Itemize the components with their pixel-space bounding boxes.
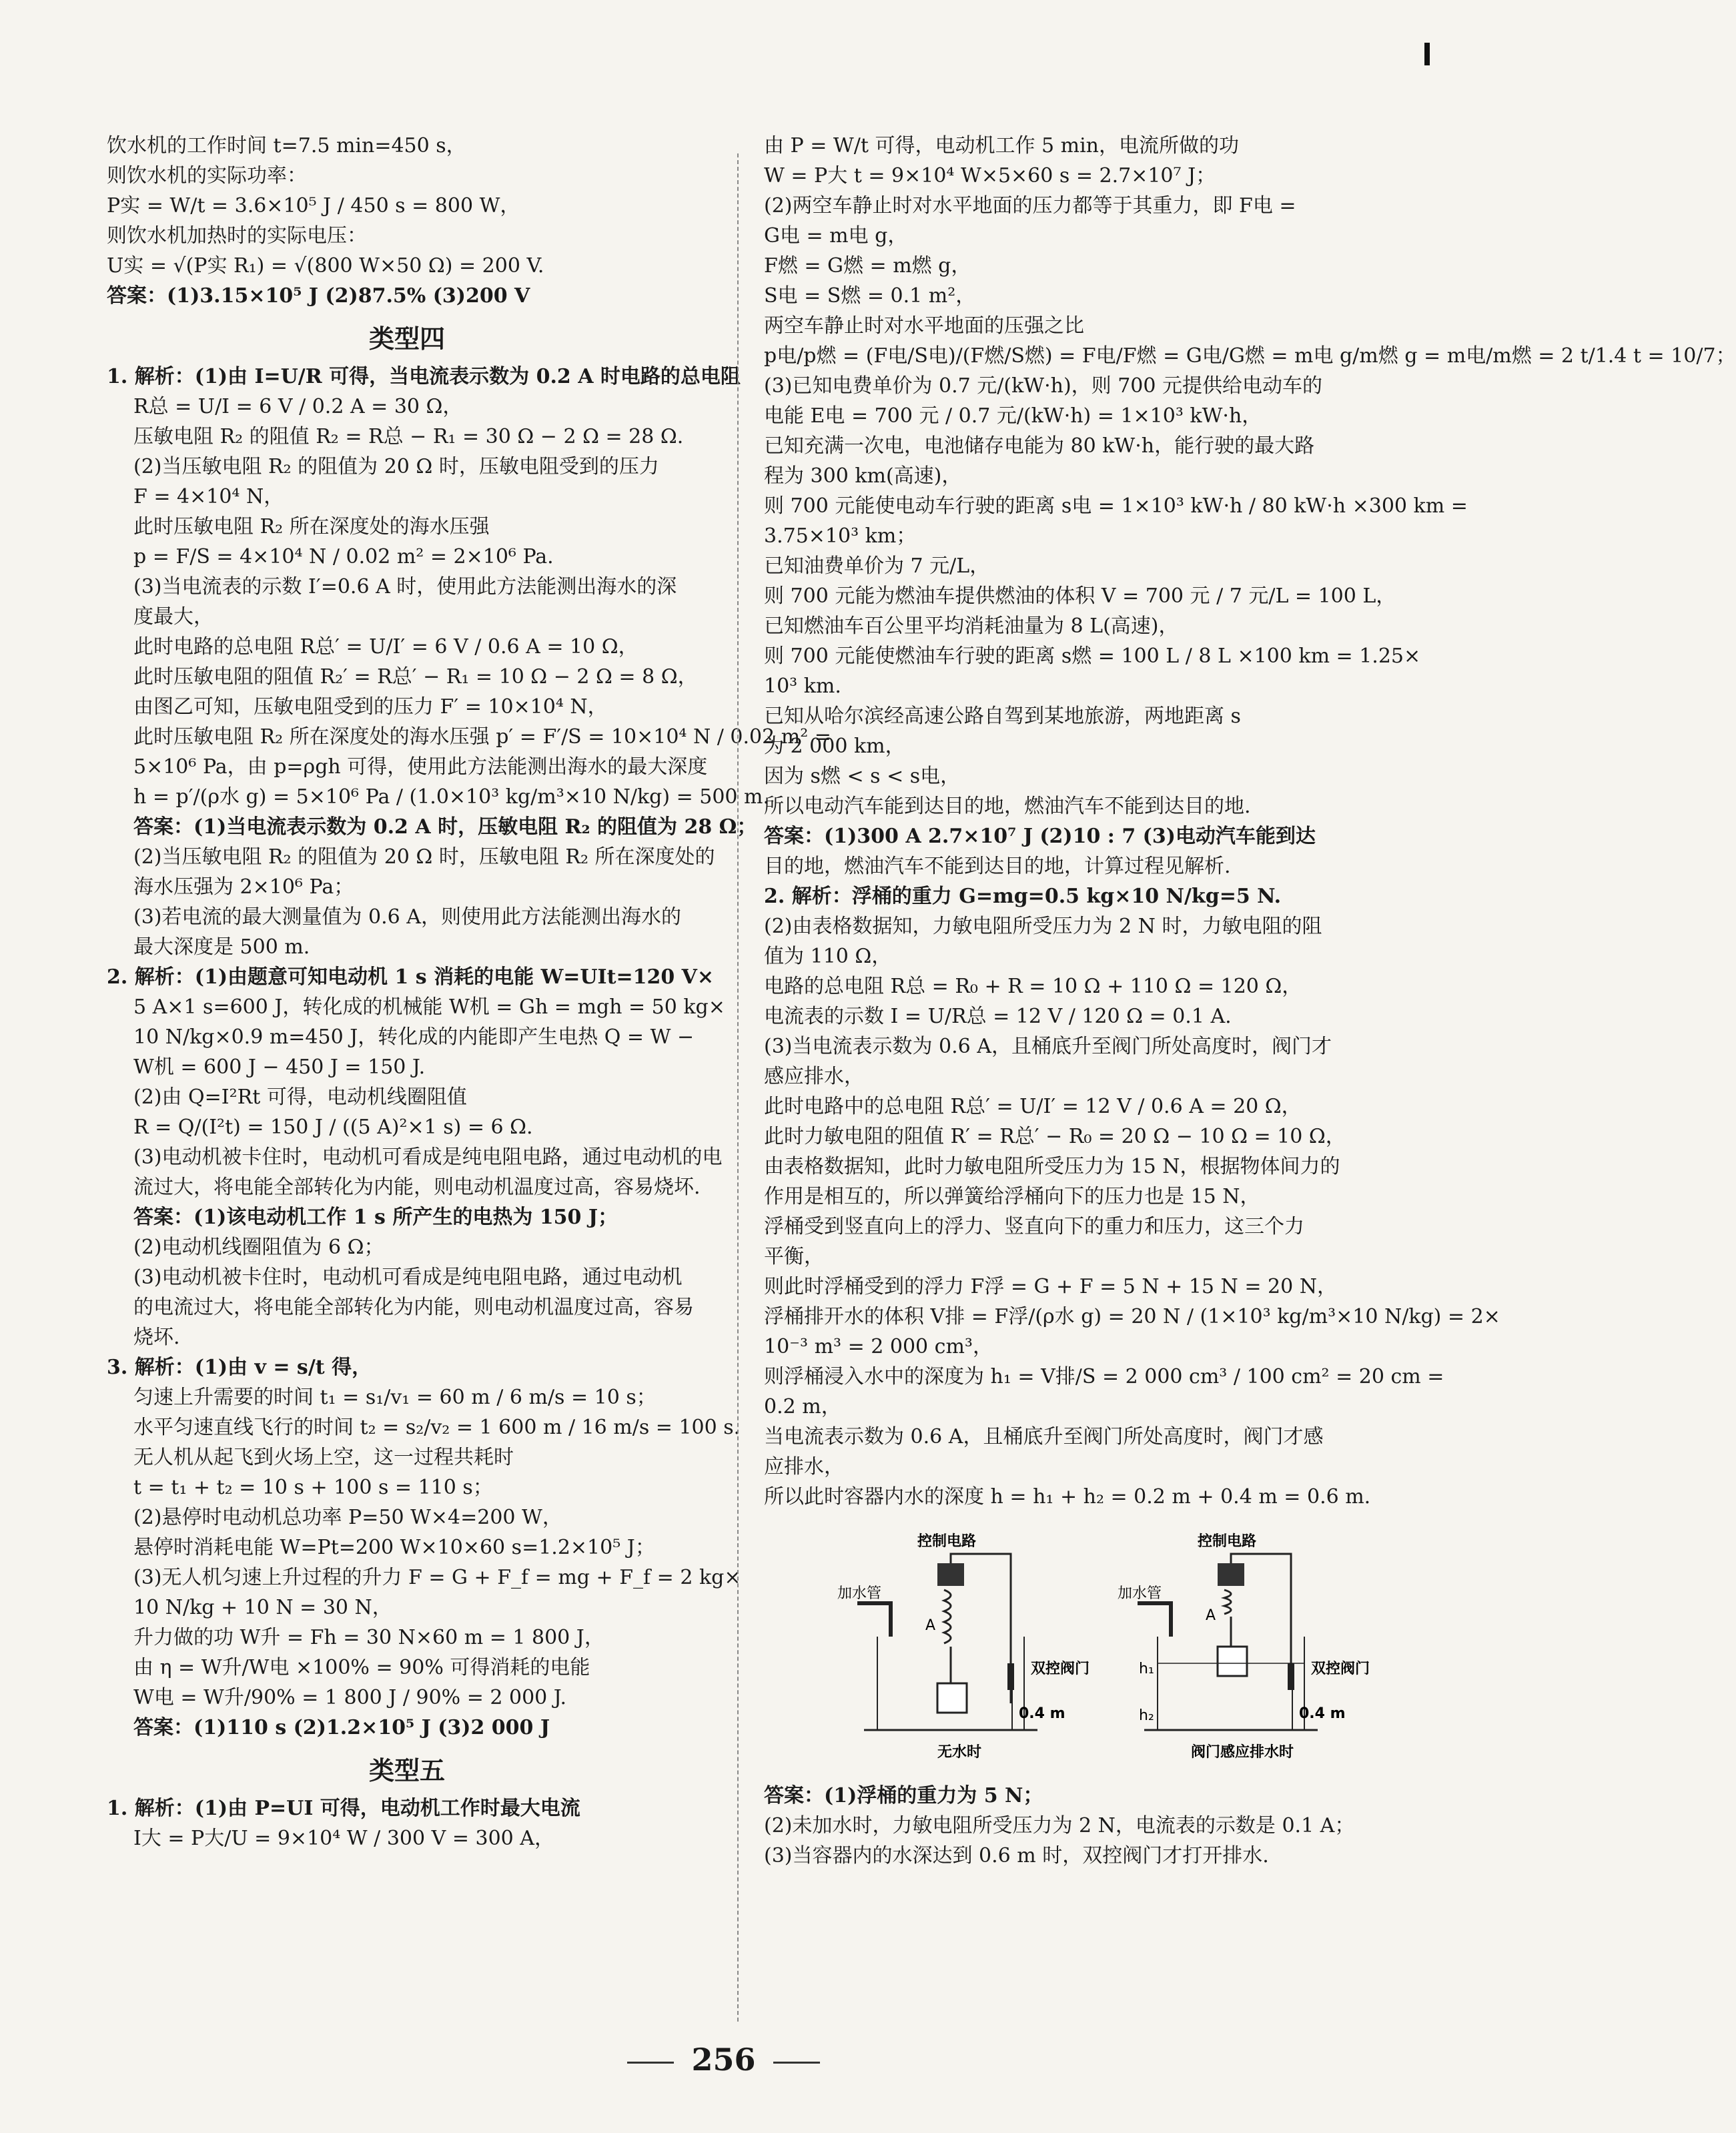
text-line: 海水压强为 2×10⁶ Pa； bbox=[133, 875, 354, 899]
dimension-label: 0.4 m bbox=[1019, 1705, 1065, 1722]
text-line: 则 700 元能为燃油车提供燃油的体积 V = 700 元 / 7 元/L = 100 L， bbox=[764, 584, 1396, 608]
text-line: 流过大，将电能全部转化为内能，则电动机温度过高，容易烧坏. bbox=[133, 1176, 701, 1199]
text-line: 目的地，燃油汽车不能到达目的地，计算过程见解析. bbox=[764, 855, 1231, 878]
text-line: 已知充满一次电，电池储存电能为 80 kW·h，能行驶的最大路 bbox=[764, 434, 1315, 458]
text-line: 两空车静止时对水平地面的压强之比 bbox=[764, 314, 1084, 338]
text-line: 由图乙可知，压敏电阻受到的压力 F′ = 10×10⁴ N， bbox=[133, 695, 608, 719]
corner-mark bbox=[1424, 43, 1430, 65]
text-line: 当电流表示数为 0.6 A，且桶底升至阀门所处高度时，阀门才感 bbox=[764, 1425, 1324, 1448]
text-line: 所以电动汽车能到达目的地，燃油汽车不能到达目的地. bbox=[764, 795, 1251, 818]
text-line: 平衡， bbox=[764, 1245, 824, 1268]
text-line: 电路的总电阻 R总 = R₀ + R = 10 Ω + 110 Ω = 120 Ω， bbox=[764, 975, 1302, 998]
text-line: (3)电动机被卡住时，电动机可看成是纯电阻电路，通过电动机的电 bbox=[133, 1146, 723, 1169]
right-column-text bbox=[764, 133, 1736, 1510]
valve-label: 双控阀门 bbox=[1311, 1661, 1370, 1677]
text-line: 已知油费单价为 7 元/L， bbox=[764, 554, 990, 578]
text-line: 作用是相互的，所以弹簧给浮桶向下的压力也是 15 N， bbox=[764, 1185, 1260, 1208]
text-line: (3)电动机被卡住时，电动机可看成是纯电阻电路，通过电动机 bbox=[133, 1266, 683, 1289]
page-number-dash-left bbox=[627, 2062, 674, 2064]
text-line: (2)当压敏电阻 R₂ 的阻值为 20 Ω 时，压敏电阻受到的压力 bbox=[133, 455, 659, 478]
text-line: 2. 解析：浮桶的重力 G=mg=0.5 kg×10 N/kg=5 N. bbox=[764, 885, 1282, 908]
text-line: 则饮水机的实际功率： bbox=[107, 164, 307, 187]
text-line: 压敏电阻 R₂ 的阻值 R₂ = R总 − R₁ = 30 Ω − 2 Ω = 28 Ω. bbox=[133, 425, 684, 448]
text-line: 答案：(1)浮桶的重力为 5 N； bbox=[764, 1784, 1043, 1807]
fill-pipe-label: 加水管 bbox=[1118, 1585, 1162, 1602]
text-line: 2. 解析：(1)由题意可知电动机 1 s 消耗的电能 W=UIt=120 V× bbox=[107, 965, 715, 989]
text-line: (2)当压敏电阻 R₂ 的阻值为 20 Ω 时，压敏电阻 R₂ 所在深度处的 bbox=[133, 845, 715, 869]
text-line: 为 2 000 km， bbox=[764, 735, 905, 758]
text-line: 由 η = W升/W电 ×100% = 90% 可得消耗的电能 bbox=[133, 1656, 590, 1679]
text-line: W电 = W升/90% = 1 800 J / 90% = 2 000 J. bbox=[133, 1686, 567, 1709]
valve bbox=[1007, 1663, 1014, 1690]
float-bucket bbox=[1218, 1647, 1247, 1676]
text-line: 答案：(1)110 s (2)1.2×10⁵ J (3)2 000 J bbox=[133, 1716, 550, 1739]
text-line: (2)电动机线圈阻值为 6 Ω； bbox=[133, 1236, 384, 1259]
text-line: R = Q/(I²t) = 150 J / ((5 A)²×1 s) = 6 Ω. bbox=[133, 1116, 533, 1139]
text-line: 升力做的功 W升 = Fh = 30 N×60 m = 1 800 J， bbox=[133, 1626, 604, 1649]
text-line: 悬停时消耗电能 W=Pt=200 W×10×60 s=1.2×10⁵ J； bbox=[133, 1536, 655, 1559]
text-line: 由 P = W/t 可得，电动机工作 5 min，电流所做的功 bbox=[764, 134, 1239, 157]
page-number: 256 bbox=[691, 2042, 756, 2078]
text-line: h = p′/(ρ水 g) = 5×10⁶ Pa / (1.0×10³ kg/m³×10 N/kg) = 500 m. bbox=[133, 785, 770, 809]
text-line: 10 N/kg×0.9 m=450 J，转化成的内能即产生电热 Q = W − bbox=[133, 1025, 695, 1049]
text-line: 无人机从起飞到火场上空，这一过程共耗时 bbox=[133, 1446, 514, 1469]
valve bbox=[1288, 1663, 1294, 1690]
spring bbox=[1224, 1590, 1231, 1614]
text-line: 已知从哈尔滨经高速公路自驾到某地旅游，两地距离 s bbox=[764, 705, 1241, 728]
text-line: 答案：(1)3.15×10⁵ J (2)87.5% (3)200 V bbox=[107, 284, 530, 308]
fill-pipe bbox=[1138, 1603, 1171, 1637]
text-line: R总 = U/I = 6 V / 0.2 A = 30 Ω， bbox=[133, 395, 463, 418]
section-heading: 类型四 bbox=[368, 324, 445, 354]
text-line: 3. 解析：(1)由 v = s/t 得， bbox=[107, 1356, 372, 1379]
valve-label: 双控阀门 bbox=[1031, 1661, 1090, 1677]
text-line: 浮桶排开水的体积 V排 = F浮/(ρ水 g) = 20 N / (1×10³ kg/m³×10 N/kg) = 2× bbox=[764, 1305, 1500, 1328]
text-line: 此时压敏电阻 R₂ 所在深度处的海水压强 bbox=[133, 515, 490, 538]
text-line: 0.2 m， bbox=[764, 1395, 841, 1418]
text-line: G电 = m电 g， bbox=[764, 224, 908, 248]
dimension-label: 0.4 m bbox=[1299, 1705, 1346, 1722]
text-line: 10³ km. bbox=[764, 675, 841, 698]
text-line: (3)当容器内的水深达到 0.6 m 时，双控阀门才打开排水. bbox=[764, 1844, 1269, 1867]
text-line: 则 700 元能使燃油车行驶的距离 s燃 = 100 L / 8 L ×100 km = 1.25× bbox=[764, 645, 1421, 668]
text-line: 则饮水机加热时的实际电压： bbox=[107, 224, 367, 248]
sensor-box bbox=[1218, 1563, 1244, 1586]
text-line: 所以此时容器内水的深度 h = h₁ + h₂ = 0.2 m + 0.4 m = 0.6 m. bbox=[764, 1485, 1371, 1509]
text-line: 度最大， bbox=[133, 605, 213, 628]
text-line: 10⁻³ m³ = 2 000 cm³， bbox=[764, 1335, 993, 1358]
label-a: A bbox=[1206, 1607, 1216, 1624]
diagram-caption: 无水时 bbox=[937, 1744, 982, 1761]
text-line: (2)由 Q=I²Rt 可得，电动机线圈阻值 bbox=[133, 1086, 467, 1109]
text-line: 答案：(1)当电流表示数为 0.2 A 时，压敏电阻 R₂ 的阻值为 28 Ω； bbox=[133, 815, 757, 839]
section-heading: 类型五 bbox=[368, 1756, 445, 1785]
text-line: 1. 解析：(1)由 I=U/R 可得，当电流表示数为 0.2 A 时电路的总电阻 bbox=[107, 365, 741, 388]
text-line: 水平匀速直线飞行的时间 t₂ = s₂/v₂ = 1 600 m / 16 m/s = 100 s. bbox=[133, 1416, 741, 1439]
column-divider bbox=[737, 153, 739, 2022]
page-number-dash-right bbox=[773, 2062, 820, 2064]
text-line: 电能 E电 = 700 元 / 0.7 元/(kW·h) = 1×10³ kW·h， bbox=[764, 404, 1262, 428]
text-line: 最大深度是 500 m. bbox=[133, 935, 310, 959]
text-line: F燃 = G燃 = m燃 g， bbox=[764, 254, 971, 278]
right-column bbox=[764, 133, 1736, 1873]
text-line: 因为 s燃 < s < s电， bbox=[764, 765, 961, 788]
text-line: 答案：(1)该电动机工作 1 s 所产生的电热为 150 J； bbox=[133, 1206, 618, 1229]
text-line: (3)当电流表的示数 I′=0.6 A 时，使用此方法能测出海水的深 bbox=[133, 575, 677, 598]
text-line: 烧坏. bbox=[133, 1326, 180, 1349]
text-line: 答案：(1)300 A 2.7×10⁷ J (2)10 : 7 (3)电动汽车能到达 bbox=[764, 825, 1316, 848]
text-line: (3)无人机匀速上升过程的升力 F = G + F_f = mg + F_f = 2 kg× bbox=[133, 1566, 741, 1589]
text-line: W = P大 t = 9×10⁴ W×5×60 s = 2.7×10⁷ J； bbox=[764, 164, 1216, 187]
page-number-bar bbox=[0, 2042, 1447, 2078]
float-bucket bbox=[937, 1683, 967, 1713]
text-line: 则 700 元能使电动车行驶的距离 s电 = 1×10³ kW·h / 80 kW·h ×300 km = bbox=[764, 494, 1468, 518]
text-line: 5×10⁶ Pa，由 p=ρgh 可得，使用此方法能测出海水的最大深度 bbox=[133, 755, 708, 779]
text-line: 此时压敏电阻的阻值 R₂′ = R总′ − R₁ = 10 Ω − 2 Ω = 8 Ω， bbox=[133, 665, 698, 689]
fill-pipe bbox=[857, 1603, 891, 1637]
text-line: I大 = P大/U = 9×10⁴ W / 300 V = 300 A， bbox=[133, 1827, 554, 1850]
h2-label: h₂ bbox=[1139, 1707, 1154, 1724]
spring bbox=[944, 1590, 951, 1643]
float-valve-diagrams bbox=[837, 1530, 1370, 1770]
text-line: S电 = S燃 = 0.1 m²， bbox=[764, 284, 976, 308]
text-line: 则浮桶浸入水中的深度为 h₁ = V排/S = 2 000 cm³ / 100 cm² = 20 cm = bbox=[764, 1365, 1444, 1388]
text-line: p电/p燃 = (F电/S电)/(F燃/S燃) = F电/F燃 = G电/G燃 = m电 g/m燃 g = m电/m燃 = 2 t/1.4 t = 10/7； bbox=[764, 344, 1736, 368]
text-line: (2)由表格数据知，力敏电阻所受压力为 2 N 时，力敏电阻的阻 bbox=[764, 915, 1322, 938]
control-circuit-label: 控制电路 bbox=[917, 1533, 977, 1550]
sensor-box bbox=[937, 1563, 964, 1586]
text-line: 浮桶受到竖直向上的浮力、竖直向下的重力和压力，这三个力 bbox=[764, 1215, 1304, 1238]
text-line: W机 = 600 J − 450 J = 150 J. bbox=[133, 1055, 426, 1079]
diagram-no-water bbox=[837, 1530, 1091, 1770]
text-line: 的电流过大，将电能全部转化为内能，则电动机温度过高，容易 bbox=[133, 1296, 694, 1319]
text-line: P实 = W/t = 3.6×10⁵ J / 450 s = 800 W， bbox=[107, 194, 520, 218]
text-line: t = t₁ + t₂ = 10 s + 100 s = 110 s； bbox=[133, 1476, 493, 1499]
text-line: 此时力敏电阻的阻值 R′ = R总′ − R₀ = 20 Ω − 10 Ω = 10 Ω， bbox=[764, 1125, 1346, 1148]
text-line: (3)已知电费单价为 0.7 元/(kW·h)，则 700 元提供给电动车的 bbox=[764, 374, 1322, 398]
text-line: 此时电路的总电阻 R总′ = U/I′ = 6 V / 0.6 A = 10 Ω， bbox=[133, 635, 638, 659]
text-line: (2)悬停时电动机总功率 P=50 W×4=200 W， bbox=[133, 1506, 562, 1529]
text-line: (2)未加水时，力敏电阻所受压力为 2 N，电流表的示数是 0.1 A； bbox=[764, 1814, 1355, 1837]
text-line: 此时电路中的总电阻 R总′ = U/I′ = 12 V / 0.6 A = 20 Ω， bbox=[764, 1095, 1302, 1118]
text-line: 由表格数据知，此时力敏电阻所受压力为 15 N，根据物体间力的 bbox=[764, 1155, 1340, 1178]
text-line: 则此时浮桶受到的浮力 F浮 = G + F = 5 N + 15 N = 20 N， bbox=[764, 1275, 1337, 1298]
text-line: (3)当电流表示数为 0.6 A，且桶底升至阀门所处高度时，阀门才 bbox=[764, 1035, 1332, 1058]
text-line: 电流表的示数 I = U/R总 = 12 V / 120 Ω = 0.1 A. bbox=[764, 1005, 1232, 1028]
text-line: (3)若电流的最大测量值为 0.6 A，则使用此方法能测出海水的 bbox=[133, 905, 681, 929]
h1-label: h₁ bbox=[1139, 1661, 1154, 1677]
text-line: 10 N/kg + 10 N = 30 N， bbox=[133, 1596, 392, 1619]
right-column-answer bbox=[764, 1783, 1364, 1869]
label-a: A bbox=[925, 1617, 936, 1634]
text-line: 此时压敏电阻 R₂ 所在深度处的海水压强 p′ = F′/S = 10×10⁴ N / 0.02 m² = bbox=[133, 725, 831, 749]
text-line: 值为 110 Ω， bbox=[764, 945, 892, 968]
text-line: 程为 300 km(高速)， bbox=[764, 464, 962, 488]
text-line: p = F/S = 4×10⁴ N / 0.02 m² = 2×10⁶ Pa. bbox=[133, 545, 554, 568]
text-line: 饮水机的工作时间 t=7.5 min=450 s， bbox=[107, 134, 466, 157]
text-line: (2)两空车静止时对水平地面的压力都等于其重力，即 F电 = bbox=[764, 194, 1296, 218]
text-line: 5 A×1 s=600 J，转化成的机械能 W机 = Gh = mgh = 50 kg× bbox=[133, 995, 725, 1019]
text-line: 应排水， bbox=[764, 1455, 844, 1478]
control-circuit-label: 控制电路 bbox=[1198, 1533, 1257, 1550]
text-line: 1. 解析：(1)由 P=UI 可得，电动机工作时最大电流 bbox=[107, 1797, 580, 1820]
text-line: 匀速上升需要的时间 t₁ = s₁/v₁ = 60 m / 6 m/s = 10 s； bbox=[133, 1386, 657, 1409]
text-line: 已知燃油车百公里平均消耗油量为 8 L(高速)， bbox=[764, 614, 1179, 638]
diagram-caption: 阀门感应排水时 bbox=[1191, 1744, 1294, 1761]
text-line: 3.75×10³ km； bbox=[764, 524, 917, 548]
fill-pipe-label: 加水管 bbox=[837, 1585, 882, 1602]
text-line: U实 = √(P实 R₁) = √(800 W×50 Ω) = 200 V. bbox=[107, 254, 544, 278]
text-line: 感应排水， bbox=[764, 1065, 864, 1088]
diagram-valve-draining bbox=[1118, 1530, 1371, 1770]
text-line: F = 4×10⁴ N， bbox=[133, 485, 284, 508]
